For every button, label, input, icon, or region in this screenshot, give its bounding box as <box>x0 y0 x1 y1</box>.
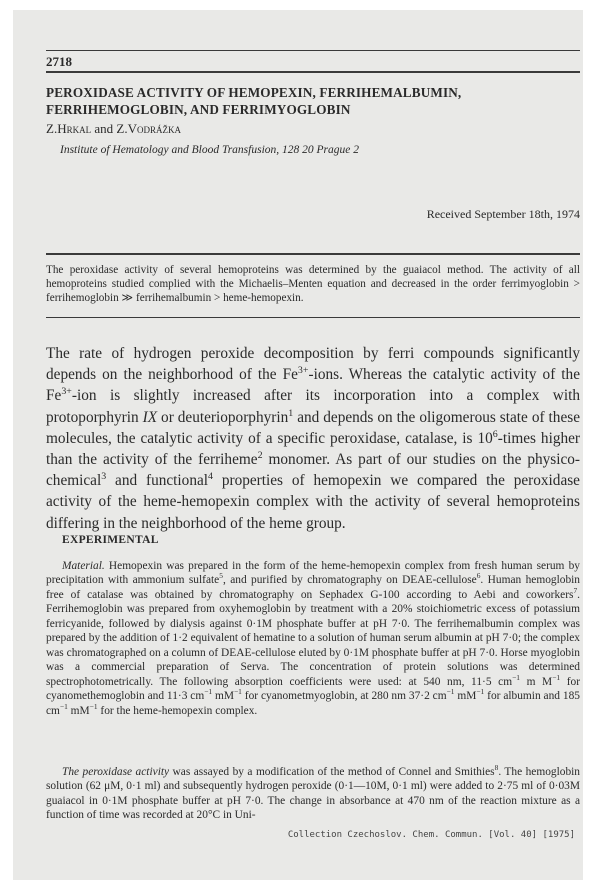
header-bottom-rule <box>46 71 580 73</box>
intro-paragraph: The rate of hydrogen peroxide decomposition by ferri compounds significantly depends on the neighborhood of the $Fe^{3+}$-ions. Whereas the catalytic activity of the $Fe^{3+}$-ion is slightly increased after its incorporation into a complex with protoporphyrin IX or deuterioporphyrin$^1$ and depends on the oligomerous state of these molecules, the catalytic activity of a specific peroxidase, catalase, is $10^6$-times higher than the activity of the ferriheme$^2$ monomer. As part of our studies on the physico-chemical$^3$ and functional$^4$ properties of hemopexin we compared the peroxidase activity of the heme-hemopexin complex with the activity of several hemoproteins differing in the neighborhood of the heme group. <box>46 345 580 532</box>
abstract-top-rule <box>46 253 580 255</box>
header-top-rule <box>46 50 580 51</box>
received-date: Received September 18th, 1974 <box>426 207 580 221</box>
section-heading-experimental: EXPERIMENTAL <box>62 534 159 546</box>
assay-label: The peroxidase activity <box>62 766 170 778</box>
page-number: 2718 <box>46 54 72 69</box>
reference-1: 1 <box>288 407 294 419</box>
author-1: Hrkal <box>57 121 92 136</box>
article-title <box>46 85 580 118</box>
reference-3: 3 <box>101 471 107 483</box>
introduction <box>46 343 580 534</box>
material-paragraph: Material. Hemopexin was prepared in the form of the heme-hemopexin complex from fresh human serum by precipitation with ammonium sulfate$^5$, and purified by chromatography on DEAE-cellulose$^6$. Human hemoglobin free of catalase was obtained by chromatography on Sephadex G-100 according to Aebi and coworkers$^7$. Ferrihemoglobin was prepared from oxyhemoglobin by treatment with a 20% stoichiometric excess of potassium ferricyanide, followed by dialysis against 0·1M phosphate buffer at pH 7·0. The ferrihemalbumin complex was prepared by the addition of 1·2 equivalent of hematine to a solution of human serum albumin at pH 7·0; the complex was chromatographed on a column of DEAE-cellulose eluted by 0·1M phosphate buffer at pH 7·0. Horse myoglobin was a commercial preparation of Serva. The concentration of protein solutions was determined spectrophotometrically. The following absorption coefficients were used: at 540 nm, 11·5 $cm^{-1}$ m $M^{-1}$ for cyanomethemoglobin and 11·3 $cm^{-1}$ $mM^{-1}$ for cyanometmyoglobin, at 280 nm 37·2 $cm^{-1}$ $mM^{-1}$ for albumin and 185 $cm^{-1}$ $mM^{-1}$ for the heme-hemopexin complex. <box>46 560 580 717</box>
abstract: The peroxidase activity of several hemoproteins was determined by the guaiacol method. The activity of all hemoproteins studied complied with the Michaelis–Menten equation and decreased in the order ferrimyoglobin > ferrihemoglobin ≫ ferrihemalbumin > heme-hemopexin. <box>46 264 580 305</box>
author-2: Vodrážka <box>127 121 181 136</box>
reference-4: 4 <box>208 471 213 483</box>
title-line-2: FERRIHEMOGLOBIN, AND FERRIMYOGLOBIN <box>46 101 351 117</box>
assay-paragraph: The peroxidase activity was assayed by a modification of the method of Connel and Smithies$^8$. The hemoglobin solution (62 μM, 0·1 ml) and subsequently hydrogen peroxide (0·1—10M, 0·1 ml) were added to 2·75 ml of 0·03M guaiacol in 0·1M phosphate buffer at pH 7·0. The change in absorbance at 470 nm of the reaction mixture as a function of time was recorded at 20°C in Uni- <box>46 763 581 822</box>
abstract-bottom-rule <box>46 317 580 318</box>
affiliation: Institute of Hematology and Blood Transfusion, 128 20 Prague 2 <box>60 144 359 156</box>
material-section <box>46 559 580 718</box>
journal-footer: Collection Czechoslov. Chem. Commun. [Vol. 40] [1975] <box>287 830 575 840</box>
peroxidase-assay-section <box>46 765 580 823</box>
material-label: Material. <box>62 560 105 572</box>
reference-2: 2 <box>257 449 263 461</box>
authors: Z.Hrkal and Z.Vodrážka <box>46 121 181 136</box>
title-line-1: PEROXIDASE ACTIVITY OF HEMOPEXIN, FERRIHEMALBUMIN, <box>46 85 462 100</box>
